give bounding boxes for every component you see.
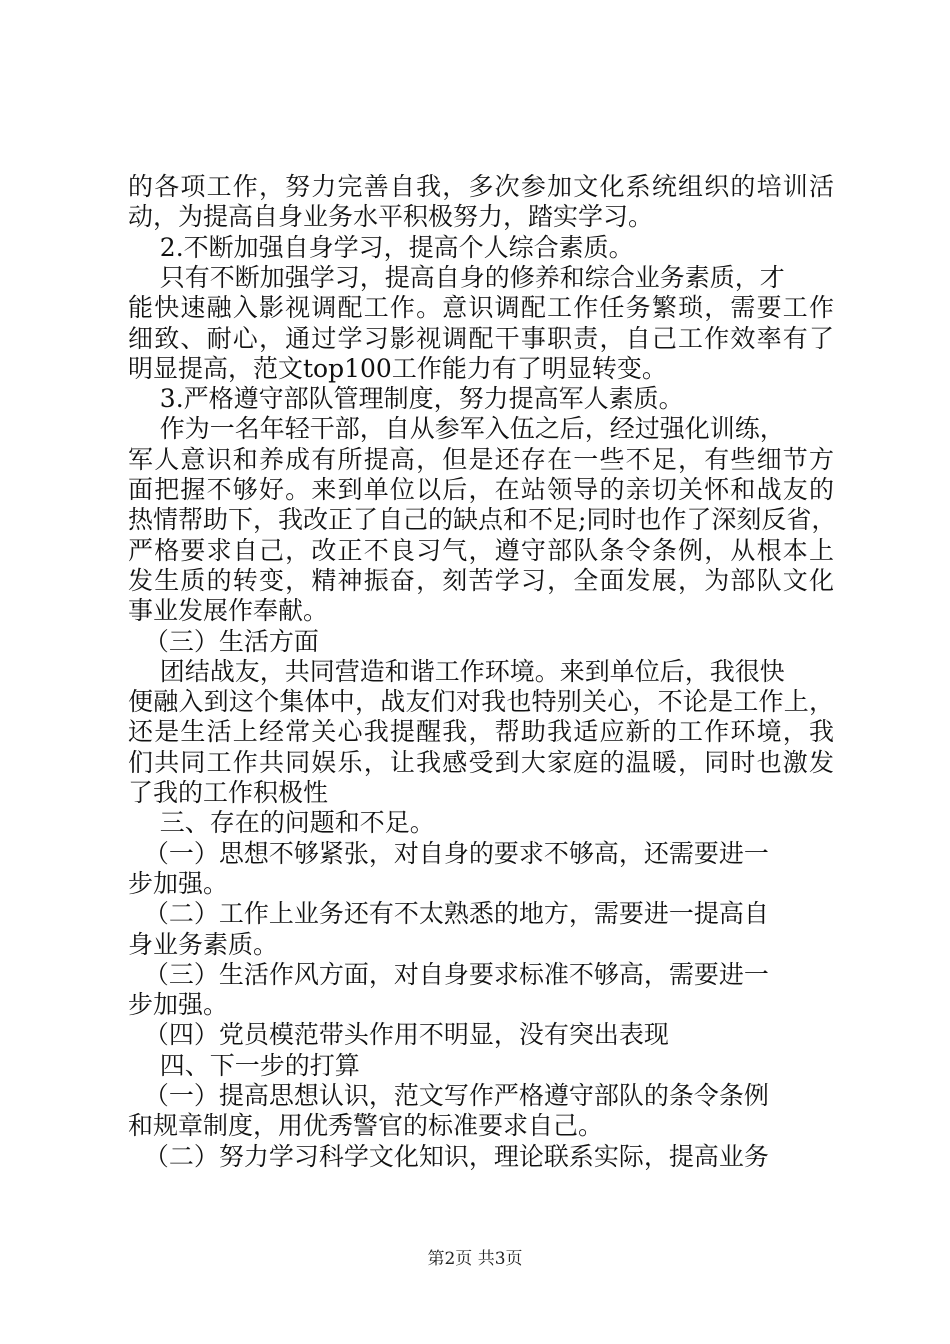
- text-line: 便融入到这个集体中，战友们对我也特别关心，不论是工作上，: [128, 687, 834, 717]
- text-line: 了我的工作积极性: [128, 778, 329, 807]
- text-line: 严格要求自己，改正不良习气，遵守部队条令条例，从根本上: [128, 535, 834, 565]
- text-line: 细致、耐心，通过学习影视调配干事职责，自己工作效率有了: [128, 323, 834, 353]
- text-line: 和规章制度，用优秀警官的标准要求自己。: [128, 1111, 604, 1141]
- text-line: 步加强。: [128, 868, 229, 898]
- text-line: （一）提高思想认识，范文写作严格遵守部队的条令条例: [128, 1081, 769, 1110]
- text-line: 团结战友，共同营造和谐工作环境。来到单位后，我很快: [128, 656, 785, 686]
- text-line: 步加强。: [128, 990, 229, 1020]
- text-line: 2.不断加强自身学习，提高个人综合素质。: [128, 232, 634, 262]
- text-line: 只有不断加强学习，提高自身的修养和综合业务素质，才: [128, 262, 785, 292]
- text-line: 能快速融入影视调配工作。意识调配工作任务繁琐，需要工作: [128, 293, 834, 323]
- page-footer: 第2页 共3页: [427, 1249, 523, 1269]
- text-line: 明显提高，范文top100工作能力有了明显转变。: [128, 353, 667, 383]
- text-line: 身业务素质。: [128, 929, 279, 959]
- text-line: 的各项工作，努力完善自我，多次参加文化系统组织的培训活: [128, 172, 834, 201]
- text-line: 四、下一步的打算: [128, 1050, 360, 1080]
- text-line: 动，为提高自身业务水平积极努力，踏实学习。: [128, 202, 654, 232]
- text-line: （三）生活作风方面，对自身要求标准不够高，需要进一: [128, 959, 769, 989]
- text-line: （一）思想不够紧张，对自身的要求不够高，还需要进一: [128, 838, 769, 868]
- text-line: 军人意识和养成有所提高，但是还存在一些不足，有些细节方: [128, 444, 834, 474]
- text-line: 三、存在的问题和不足。: [128, 808, 435, 838]
- text-line: 热情帮助下，我改正了自己的缺点和不足;同时也作了深刻反省，: [128, 505, 837, 535]
- text-line: 3.严格遵守部队管理制度，努力提高军人素质。: [128, 384, 684, 414]
- text-line: 发生质的转变，精神振奋，刻苦学习，全面发展，为部队文化: [128, 565, 834, 595]
- text-line: （三）生活方面: [128, 626, 319, 656]
- text-line: 面把握不够好。来到单位以后，在站领导的亲切关怀和战友的: [128, 475, 834, 504]
- text-line: （二）工作上业务还有不太熟悉的地方，需要进一提高自: [128, 899, 769, 929]
- text-line: （四）党员模范带头作用不明显，没有突出表现: [128, 1020, 669, 1050]
- text-line: 作为一名年轻干部，自从参军入伍之后，经过强化训练，: [128, 414, 785, 444]
- text-line: （二）努力学习科学文化知识，理论联系实际，提高业务: [128, 1141, 769, 1171]
- text-line: 还是生活上经常关心我提醒我，帮助我适应新的工作环境，我: [128, 717, 834, 747]
- text-line: 们共同工作共同娱乐，让我感受到大家庭的温暖，同时也激发: [128, 747, 834, 777]
- text-line: 事业发展作奉献。: [128, 596, 329, 626]
